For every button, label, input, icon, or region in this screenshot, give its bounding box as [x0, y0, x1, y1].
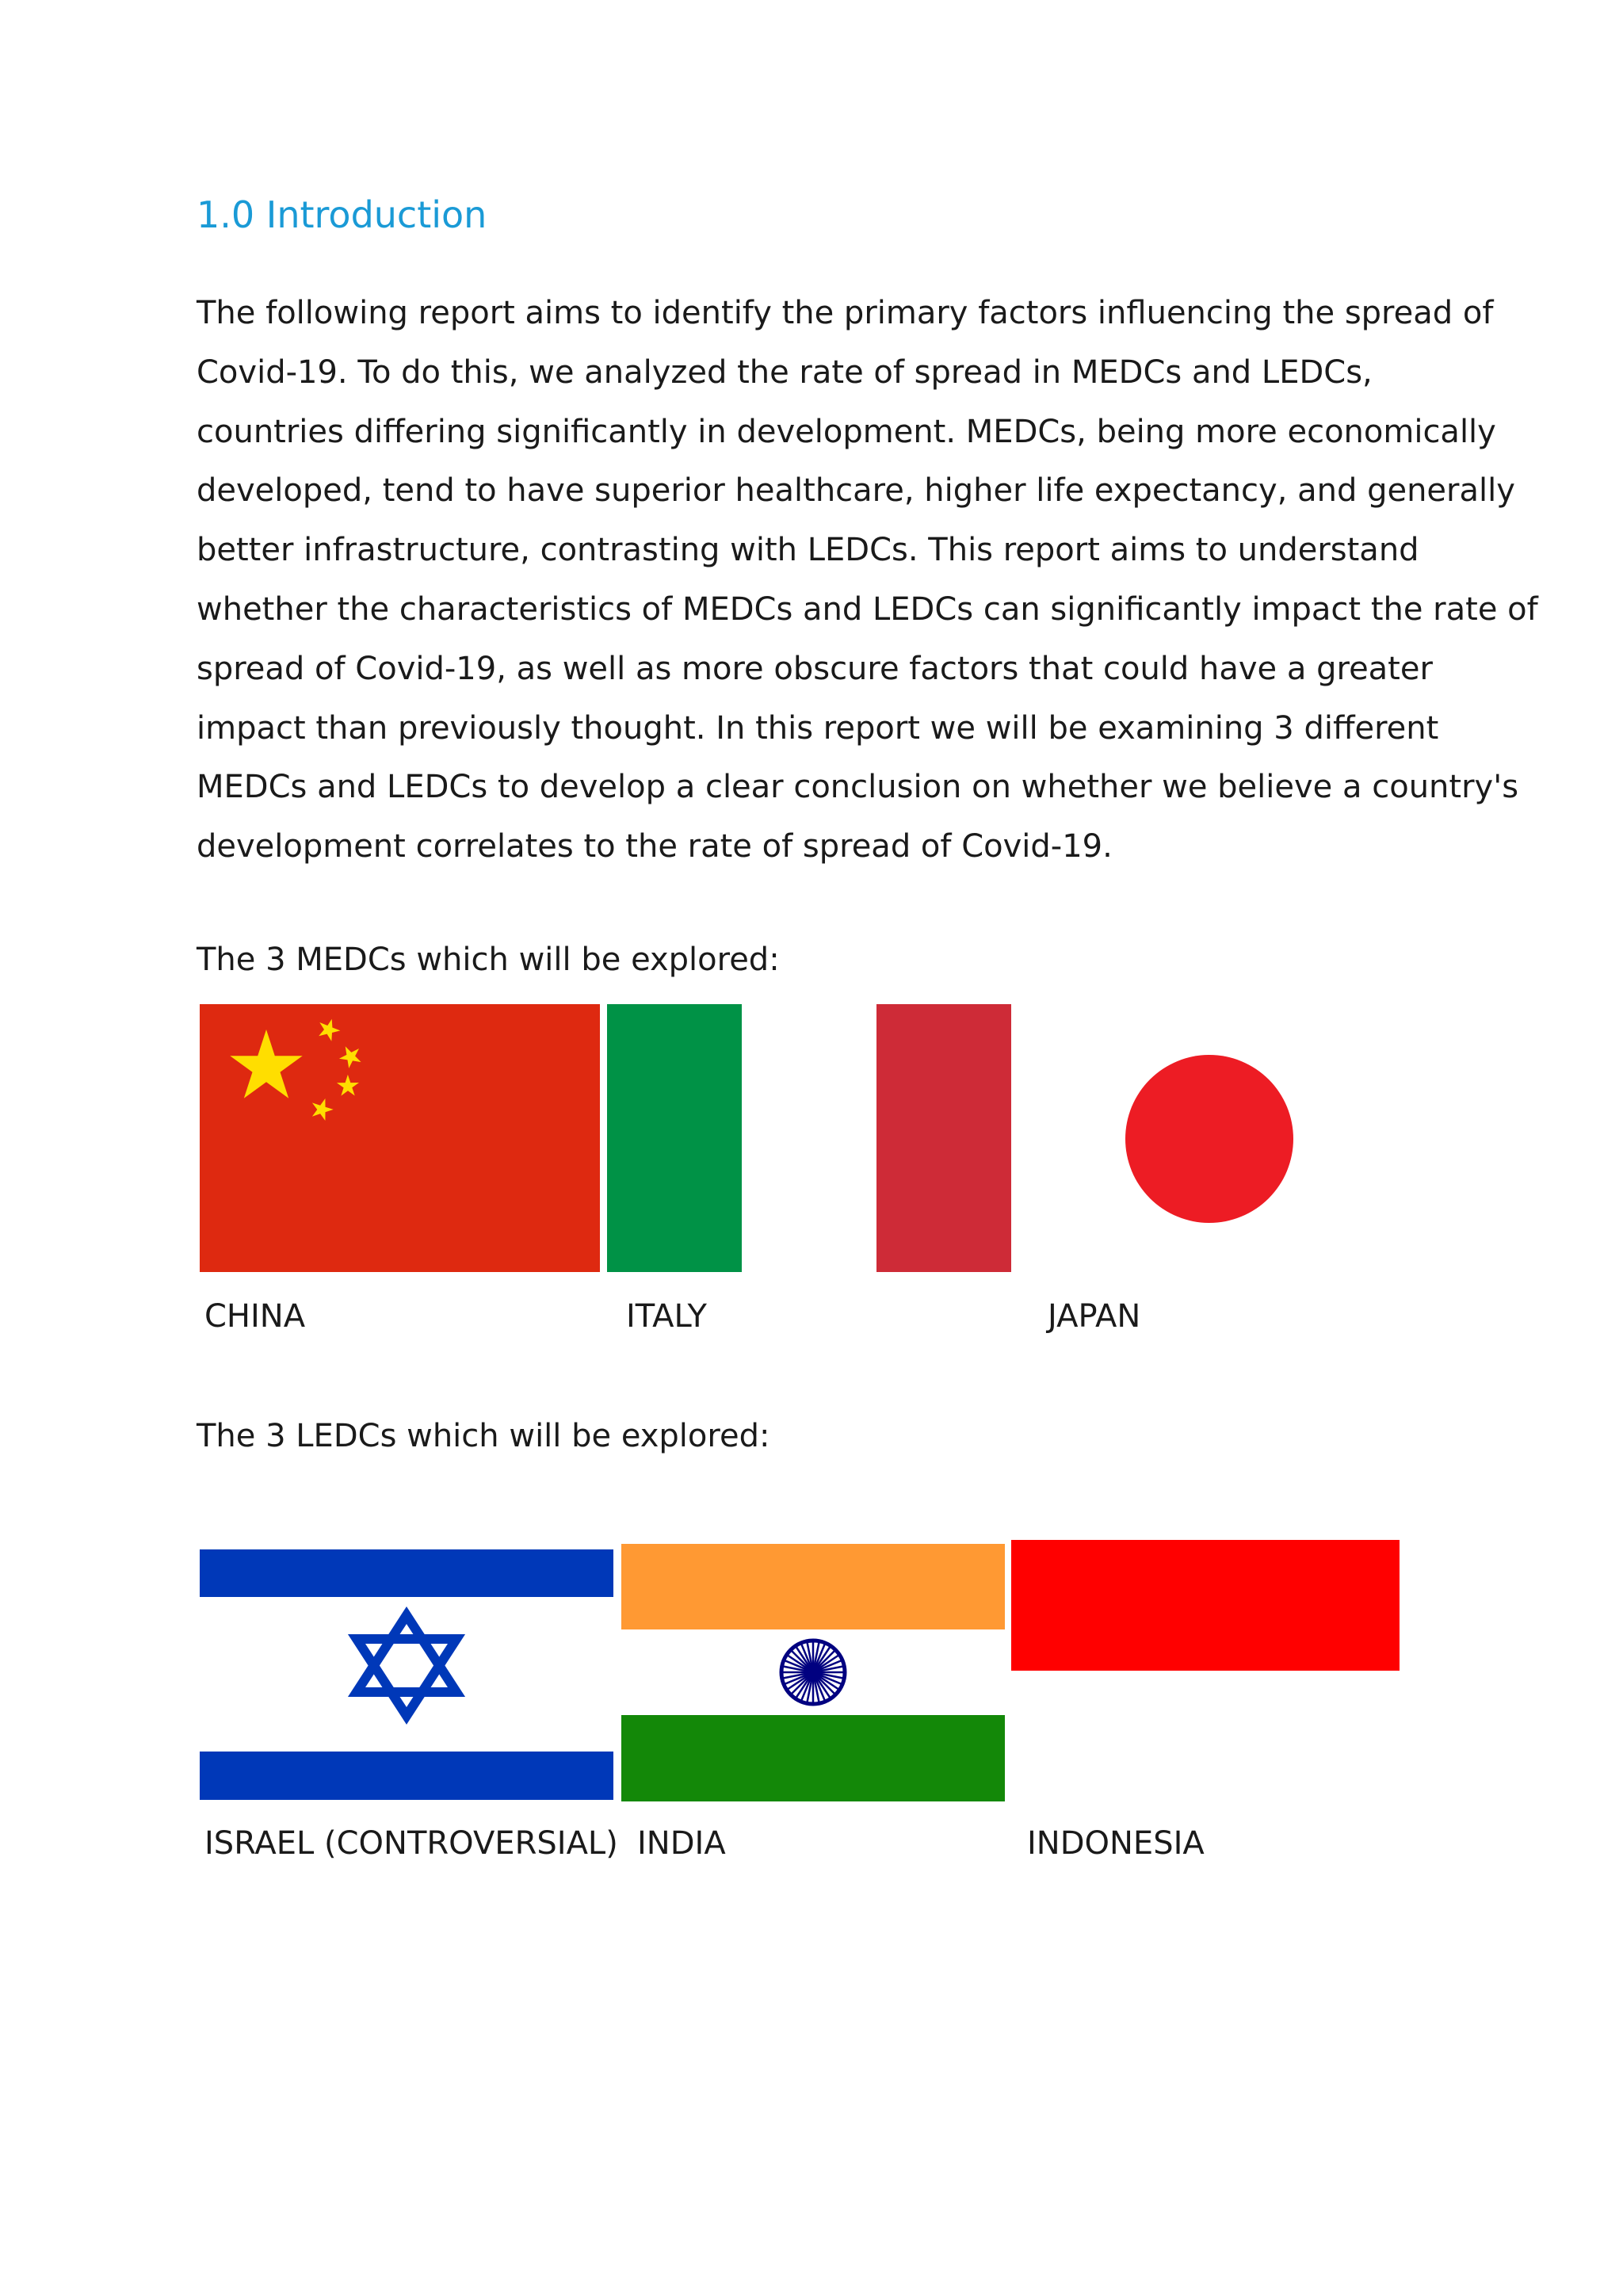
paragraph-line: The following report aims to identify the primary factors influencing the spread of	[197, 295, 1494, 331]
paragraph-line: Covid-19. To do this, we analyzed the rate of spread in MEDCs and LEDCs,	[197, 353, 1373, 391]
japan-flag-icon	[1011, 1004, 1407, 1272]
indonesia-flag-icon	[1011, 1540, 1400, 1801]
intro-paragraph	[197, 284, 1538, 877]
country-label-china: CHINA	[204, 1298, 306, 1335]
country-label-indonesia: INDONESIA	[1027, 1825, 1205, 1862]
paragraph-line: spread of Covid-19, as well as more obscure factors that could have a greater	[197, 650, 1433, 687]
paragraph-line: MEDCs and LEDCs to develop a clear conclusion on whether we believe a country's	[197, 769, 1519, 806]
israel-flag-icon	[200, 1549, 613, 1800]
paragraph-line: development correlates to the rate of spread of Covid-19.	[197, 828, 1113, 865]
india-flag-icon	[621, 1544, 1005, 1801]
section-heading: 1.0 Introduction	[197, 193, 487, 236]
ledcs-caption: The 3 LEDCs which will be explored:	[197, 1418, 770, 1454]
italy-flag-icon	[607, 1004, 1011, 1272]
paragraph-line: developed, tend to have superior healthcare, higher life expectancy, and generally	[197, 472, 1515, 510]
country-label-japan: JAPAN	[1048, 1298, 1141, 1335]
country-label-india: INDIA	[637, 1825, 726, 1862]
medcs-caption: The 3 MEDCs which will be explored:	[197, 942, 780, 978]
china-flag-icon	[200, 1004, 600, 1272]
paragraph-line: better infrastructure, contrasting with LEDCs. This report aims to understand	[197, 532, 1419, 569]
country-label-italy: ITALY	[626, 1298, 707, 1335]
paragraph-line: whether the characteristics of MEDCs and LEDCs can significantly impact the rate of	[197, 590, 1538, 628]
paragraph-line: countries differing significantly in development. MEDCs, being more economically	[197, 413, 1496, 450]
country-label-israel: ISRAEL (CONTROVERSIAL)	[204, 1825, 618, 1862]
paragraph-line: impact than previously thought. In this report we will be examining 3 different	[197, 709, 1439, 747]
